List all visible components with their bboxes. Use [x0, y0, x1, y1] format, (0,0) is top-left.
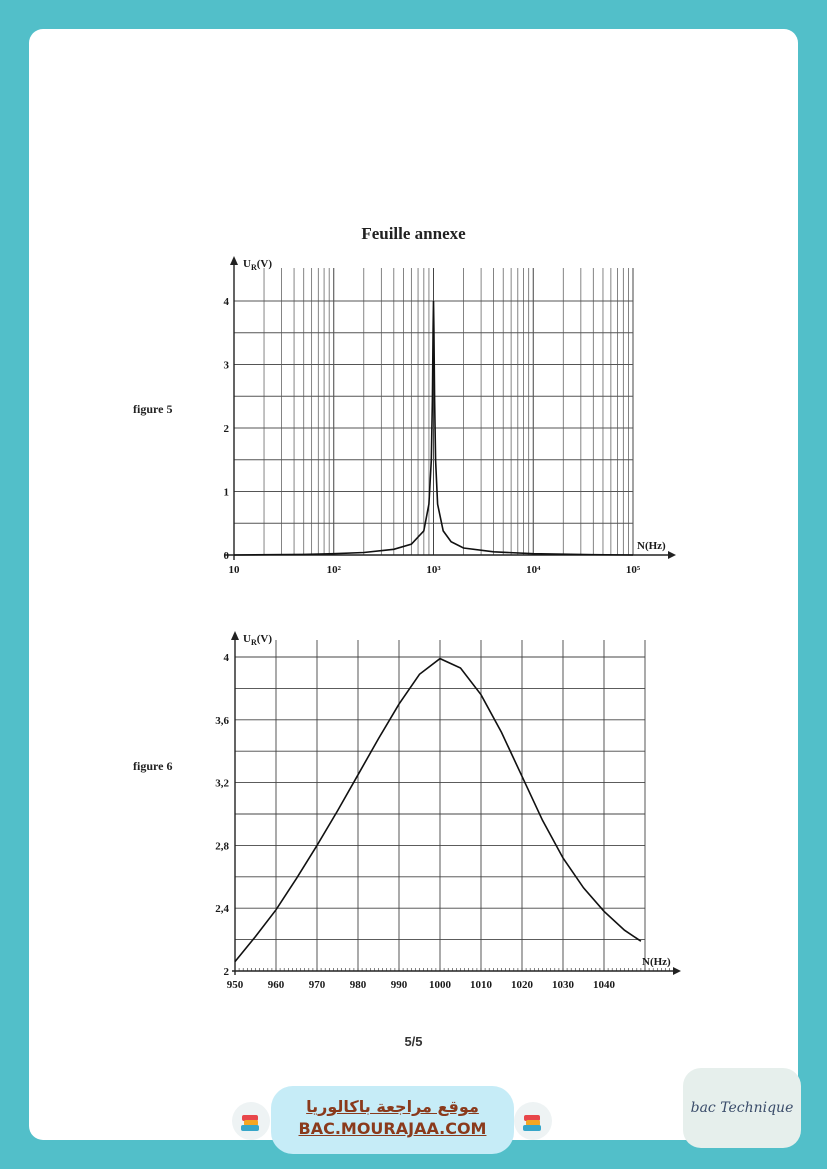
figure-6-x-tick-label: 1030 — [552, 979, 574, 991]
figure-5-y-tick-label: 0 — [223, 550, 229, 562]
banner-arabic-text: موقع مراجعة باكالوريا — [306, 1097, 479, 1116]
figure-6-y-tick-label: 3,6 — [215, 714, 229, 727]
figure-6-x-tick-label: 1020 — [511, 979, 533, 991]
figure-6-x-tick-label: 970 — [308, 979, 326, 991]
figure-6-xlabel: N(Hz) — [642, 956, 671, 968]
figure-6-y-tick-label: 2,8 — [215, 840, 229, 853]
page-title: Feuille annexe — [361, 224, 466, 243]
figure-6-x-tick-label: 990 — [390, 979, 408, 991]
figure-5-x-tick-label: 10² — [326, 564, 341, 576]
figure-6-x-tick-label: 1040 — [593, 979, 615, 991]
figure-5-xlabel: N(Hz) — [637, 540, 666, 552]
figure-6-axes — [231, 631, 681, 975]
figure-5-x-tick-label: 10³ — [426, 564, 441, 576]
figure-5-x-tick-label: 10⁵ — [625, 564, 641, 576]
figure-6-x-arrow — [673, 967, 681, 975]
banner-url-link[interactable]: BAC.MOURAJAA.COM — [298, 1119, 487, 1138]
figure-6-y-tick-label: 4 — [223, 652, 229, 664]
figure-6-x-tick-label: 1000 — [429, 979, 451, 991]
figure-5-x-tick-label: 10⁴ — [526, 564, 541, 576]
figure-6-ylabel: $U_R(V)$ — [243, 633, 273, 647]
figure-6-grid — [235, 640, 645, 971]
site-logo-icon — [232, 1102, 270, 1140]
figure-6-y-arrow — [231, 631, 239, 640]
figure-6-label: figure 6 — [133, 759, 173, 773]
figure-6-y-tick-label: 2 — [223, 966, 229, 978]
figure-6-y-tick-label: 2,4 — [215, 903, 229, 916]
figure-5-y-tick-label: 4 — [223, 296, 229, 308]
figure-5-ylabel: $U_R(V)$ — [243, 258, 273, 272]
figure-6-y-tick-label: 3,2 — [215, 777, 229, 790]
figure-5-label: figure 5 — [133, 402, 173, 416]
figure-5-y-tick-label: 3 — [223, 359, 229, 372]
figure-6-x-tick-label: 1010 — [470, 979, 492, 991]
figure-6-x-tick-label: 950 — [226, 979, 244, 991]
figure-6-x-tick-label: 980 — [349, 979, 367, 991]
figure-6-x-tick-label: 960 — [267, 979, 285, 991]
figure-6-series-ur — [235, 659, 641, 962]
site-banner[interactable] — [271, 1086, 514, 1154]
figure-5-x-tick-label: 10 — [228, 564, 240, 576]
figure-5-y-tick-label: 1 — [223, 486, 229, 499]
figure-5-y-tick-label: 2 — [223, 423, 229, 435]
page-number: 5/5 — [404, 1034, 423, 1049]
site-logo-icon — [514, 1102, 552, 1140]
bac-technique-badge: bac Technique — [683, 1068, 801, 1148]
